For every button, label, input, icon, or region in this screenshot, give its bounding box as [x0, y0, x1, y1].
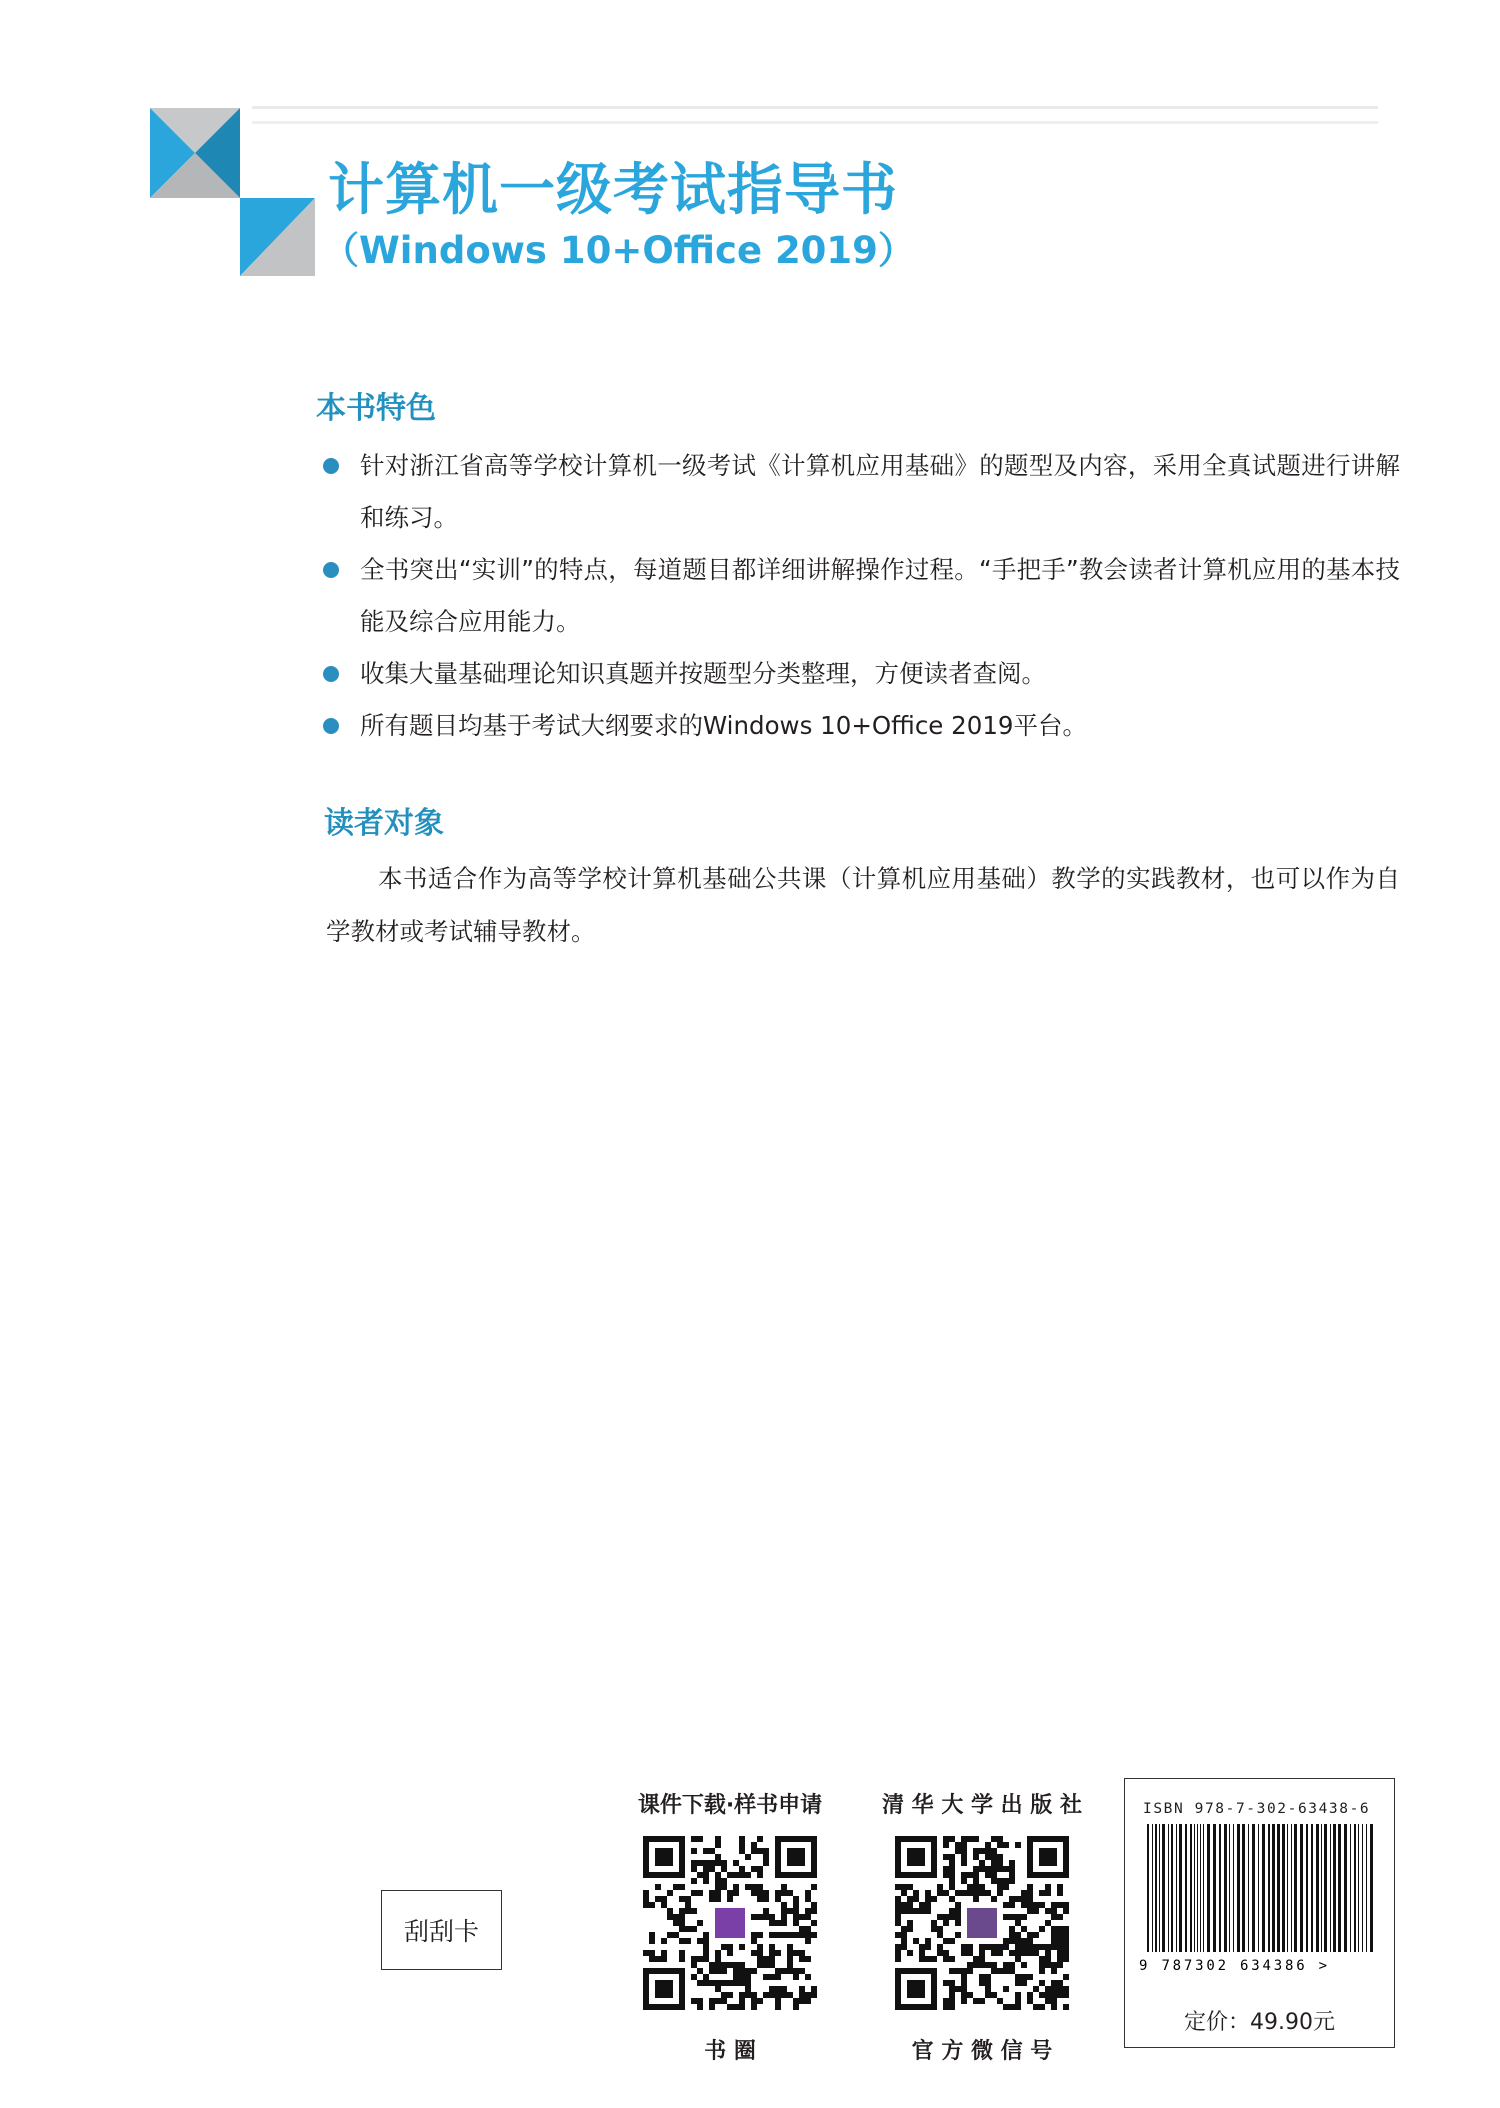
- feature-item: [320, 440, 1400, 544]
- svg-text:9 787302 634386 >: 9 787302 634386 >: [1139, 1958, 1330, 1974]
- feature-text: 全书突出“实训”的特点，每道题目都详细讲解操作过程。“手把手”教会读者计算机应用的基本技能及综合应用能力。: [360, 555, 1400, 636]
- book-title: 计算机一级考试指导书: [328, 158, 898, 223]
- book-subtitle: （Windows 10+Office 2019）: [322, 229, 915, 272]
- audience-text: 本书适合作为高等学校计算机基础公共课（计算机应用基础）教学的实践教材，也可以作为自学教材或考试辅导教材。: [326, 864, 1400, 946]
- features-heading: 本书特色: [316, 391, 436, 426]
- features-list: [320, 440, 1400, 752]
- qr1-top-label: 课件下载·样书申请: [637, 1793, 823, 1818]
- barcode-icon: [1139, 1824, 1382, 1974]
- bullet-icon: [323, 666, 339, 682]
- qr1-bottom-label: 书 圈: [704, 2039, 756, 2064]
- feature-text: 针对浙江省高等学校计算机一级考试《计算机应用基础》的题型及内容，采用全真试题进行讲解和练习。: [360, 451, 1400, 532]
- corner-triangles-decoration: [150, 108, 315, 276]
- price-label: 定价：49.90元: [1184, 2010, 1335, 2035]
- header-rule-bottom: [252, 121, 1378, 124]
- feature-item: [320, 648, 1400, 700]
- qr2-top-label: 清 华 大 学 出 版 社: [882, 1793, 1082, 1818]
- scratch-card-box: [381, 1890, 502, 1970]
- feature-text: 所有题目均基于考试大纲要求的Windows 10+Office 2019平台。: [360, 711, 1088, 740]
- bullet-icon: [323, 562, 339, 578]
- isbn-text: ISBN 978-7-302-63438-6: [1143, 1801, 1371, 1817]
- feature-item: [320, 544, 1400, 648]
- bullet-icon: [323, 718, 339, 734]
- header-rule-top: [252, 106, 1378, 109]
- scratch-card-label: 刮刮卡: [403, 1917, 479, 1946]
- feature-item: [320, 700, 1400, 752]
- audience-heading: 读者对象: [324, 806, 444, 841]
- feature-text: 收集大量基础理论知识真题并按题型分类整理，方便读者查阅。: [360, 659, 1046, 688]
- qr-code-icon: [643, 1836, 817, 2010]
- qr2-bottom-label: 官 方 微 信 号: [911, 2039, 1053, 2064]
- bullet-icon: [323, 458, 339, 474]
- qr-code-icon: [895, 1836, 1069, 2010]
- isbn-box: [1124, 1778, 1395, 2048]
